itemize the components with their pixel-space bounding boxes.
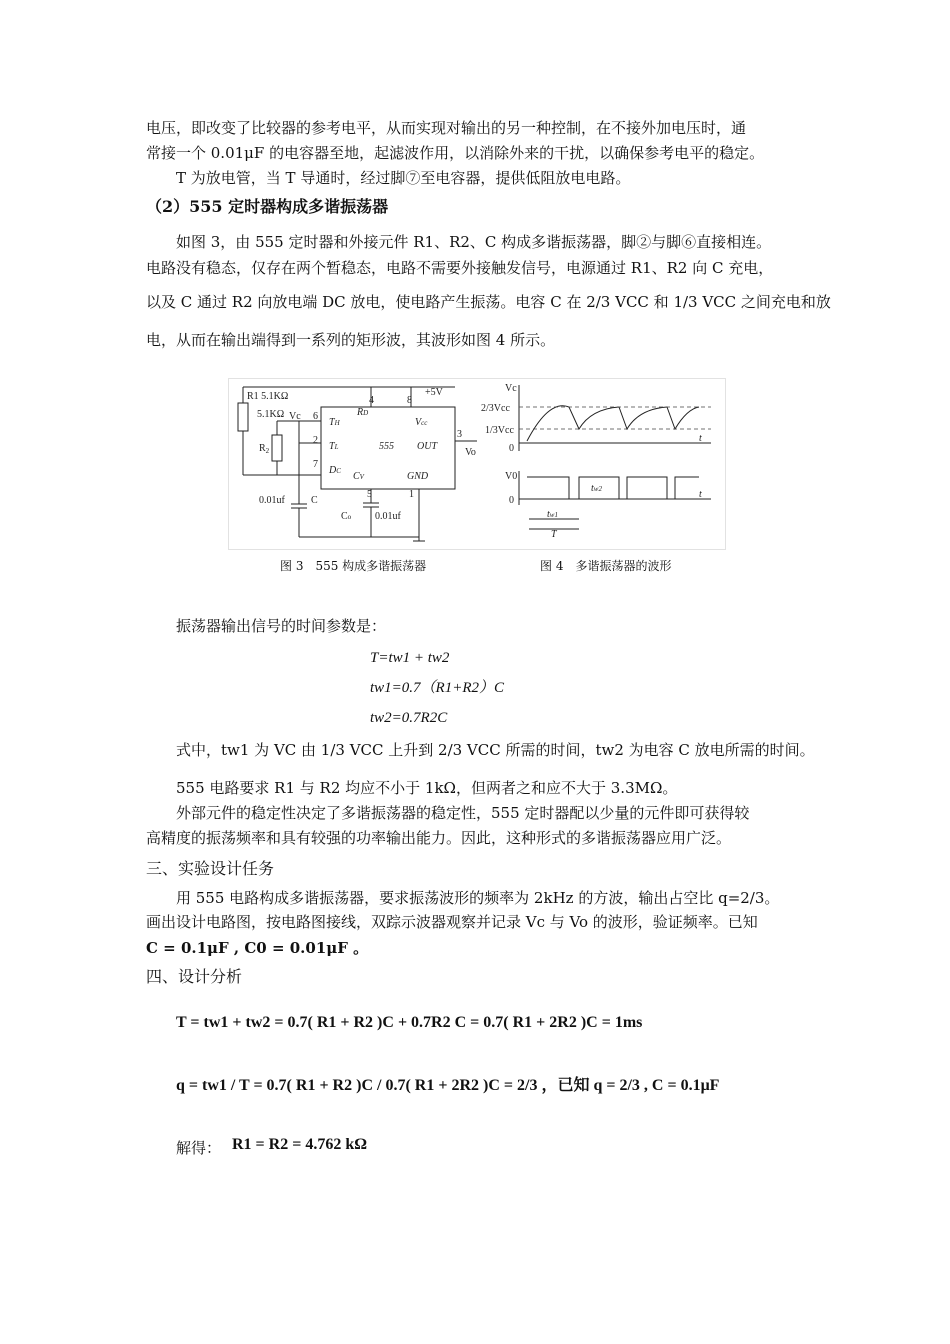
- equation-T: T = tw1 + tw2 = 0.7( R1 + R2 )C + 0.7R2 C = 0.7( R1 + 2R2 )C = 1ms: [176, 1014, 643, 1031]
- svg-text:GND: GND: [407, 471, 429, 482]
- para-line: 如图 3，由 555 定时器和外接元件 R1、R2、C 构成多谐振荡器，脚②与脚⑥直接相连。: [176, 233, 772, 251]
- section-heading: 四、设计分析: [146, 967, 243, 986]
- equation: T=tw1 + tw2: [370, 650, 450, 666]
- level-lo: 1/3Vcc: [485, 425, 514, 436]
- wave-vo-label: V0: [505, 471, 518, 482]
- section-heading: 三、实验设计任务: [146, 859, 275, 878]
- figure-caption-3: 图 3 555 构成多谐振荡器: [280, 559, 427, 573]
- svg-text:6: 6: [313, 411, 318, 422]
- circuit-diagram: [229, 379, 725, 549]
- svg-text:CV: CV: [353, 471, 364, 482]
- svg-text:5: 5: [367, 489, 372, 500]
- result-label: 解得：: [176, 1139, 222, 1157]
- equation-q: q = tw1 / T = 0.7( R1 + R2 )C / 0.7( R1 + 2R2 )C = 2/3 ，已知 q = 2/3 , C = 0.1μF: [176, 1077, 720, 1094]
- svg-text:0: 0: [509, 443, 514, 454]
- c-label: 0.01uf: [259, 495, 285, 506]
- para-line: T 为放电管，当 T 导通时，经过脚⑦至电容器，提供低阻放电电路。: [176, 169, 631, 187]
- level-hi: 2/3Vcc: [481, 403, 510, 414]
- para-line: 外部元件的稳定性决定了多谐振荡器的稳定性，555 定时器配以少量的元件即可获得较: [176, 804, 750, 822]
- svg-text:OUT: OUT: [417, 441, 438, 452]
- svg-text:2: 2: [313, 435, 318, 446]
- svg-text:4: 4: [369, 395, 374, 406]
- para-line: 电，从而在输出端得到一系列的矩形波，其波形如图 4 所示。: [146, 331, 556, 349]
- r2-label: 5.1KΩ: [257, 409, 285, 420]
- para-line: 画出设计电路图，按电路图接线，双踪示波器观察并记录 Vc 与 Vo 的波形，验证频率。已知: [146, 913, 758, 931]
- svg-text:Vc: Vc: [289, 411, 301, 422]
- svg-text:Vcc: Vcc: [415, 417, 428, 428]
- svg-text:T: T: [551, 529, 557, 540]
- svg-text:3: 3: [457, 429, 462, 440]
- svg-text:DC: DC: [329, 465, 341, 476]
- figure-box: [228, 378, 726, 550]
- para-line: C = 0.1μF , C0 = 0.01μF 。: [146, 939, 369, 957]
- vout-label: Vo: [465, 447, 476, 458]
- equation: tw2=0.7R2C: [370, 710, 448, 726]
- para-line: 以及 C 通过 R2 向放电端 DC 放电，使电路产生振荡。电容 C 在 2/3 VCC 和 1/3 VCC 之间充电和放: [146, 293, 831, 311]
- svg-text:TL: TL: [329, 441, 339, 452]
- para-line: 式中，tw1 为 VC 由 1/3 VCC 上升到 2/3 VCC 所需的时间，tw2 为电容 C 放电所需的时间。: [176, 741, 815, 759]
- svg-text:tw1: tw1: [547, 509, 558, 520]
- wave-vc-label: Vc: [505, 383, 517, 394]
- para-line: 电压，即改变了比较器的参考电平，从而实现对输出的另一种控制，在不接外加电压时，通: [146, 119, 747, 137]
- svg-text:8: 8: [407, 395, 412, 406]
- section-heading: （2）555 定时器构成多谐振荡器: [146, 197, 389, 216]
- svg-text:TH: TH: [329, 417, 340, 428]
- para-line: 电路没有稳态，仅存在两个暂稳态，电路不需要外接触发信号，电源通过 R1、R2 向 C 充电，: [146, 259, 774, 277]
- equation: tw1=0.7（R1+R2）C: [370, 680, 504, 696]
- svg-text:tw2: tw2: [591, 483, 602, 494]
- chip-label: 555: [379, 441, 394, 452]
- para-line: 高精度的振荡频率和具有较强的功率输出能力。因此，这种形式的多谐振荡器应用广泛。: [146, 829, 732, 847]
- svg-text:R2: $R_2$: [259, 443, 270, 455]
- svg-text:7: 7: [313, 459, 318, 470]
- svg-text:t: t: [699, 489, 702, 500]
- r1-label: R1 5.1KΩ: [247, 391, 289, 402]
- axis-t: t: [699, 433, 702, 444]
- para-line: 用 555 电路构成多谐振荡器，要求振荡波形的频率为 2kHz 的方波，输出占空比 q=2/3。: [176, 889, 780, 907]
- svg-text:0: 0: [509, 495, 514, 506]
- result-value: R1 = R2 = 4.762 kΩ: [232, 1136, 368, 1153]
- svg-text:RD: RD: [357, 407, 369, 418]
- para-line: 常接一个 0.01μF 的电容器至地，起滤波作用，以消除外来的干扰，以确保参考电平的稳定。: [146, 144, 765, 162]
- para-line: 555 电路要求 R1 与 R2 均应不小于 1kΩ，但两者之和应不大于 3.3MΩ。: [176, 779, 678, 797]
- svg-text:Co: Co: [341, 511, 352, 522]
- figure-caption-4: 图 4 多谐振荡器的波形: [540, 559, 672, 573]
- vcc-label: +5V: [425, 387, 443, 398]
- svg-text:C: C: [311, 495, 318, 506]
- para-line: 振荡器输出信号的时间参数是：: [176, 617, 387, 635]
- co-value: 0.01uf: [375, 511, 401, 522]
- svg-text:1: 1: [409, 489, 414, 500]
